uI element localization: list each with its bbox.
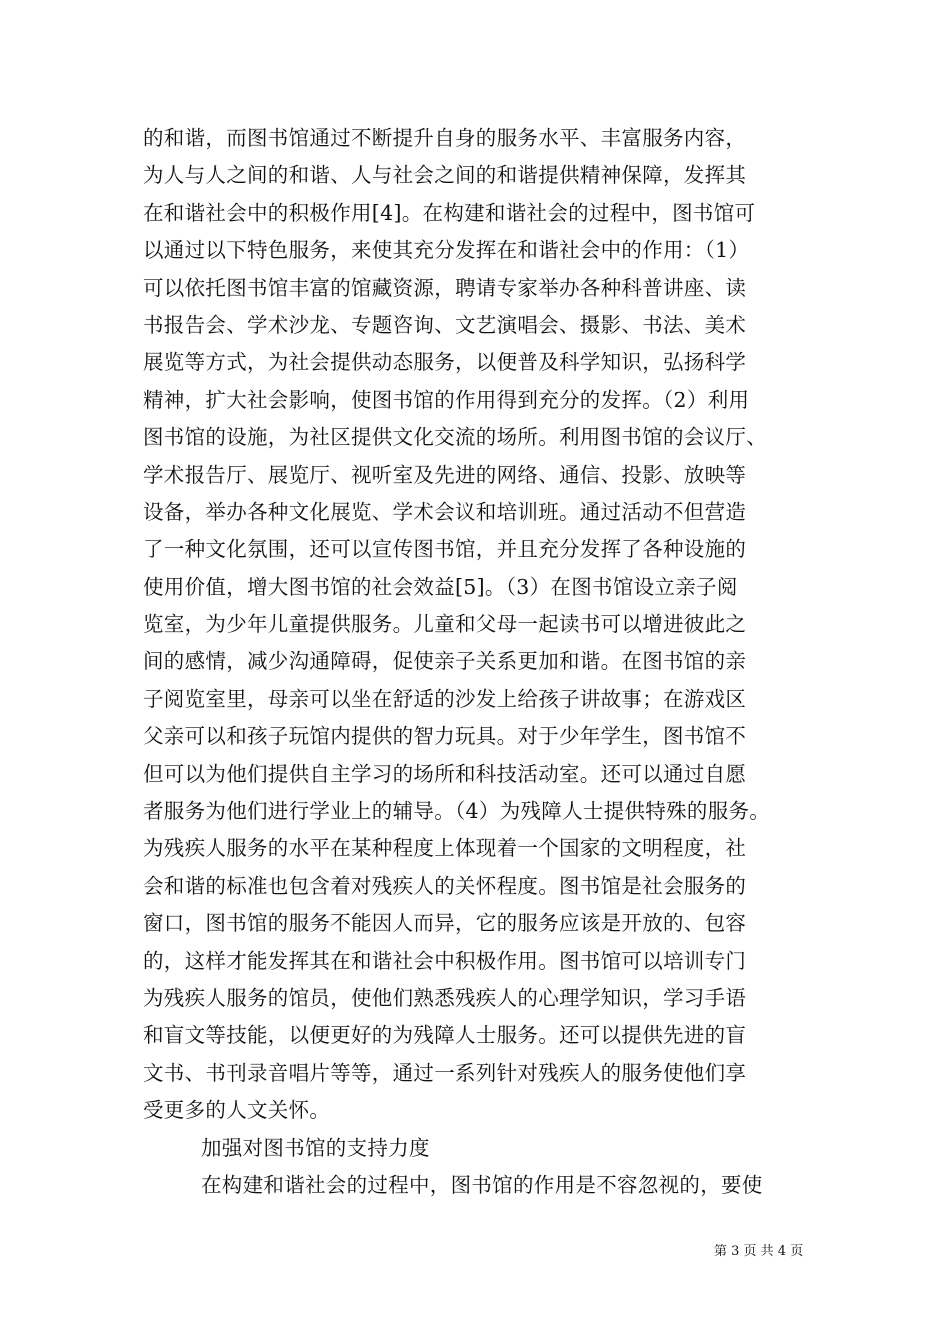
paragraph-line: 图书馆的设施，为社区提供文化交流的场所。利用图书馆的会议厅、	[143, 425, 767, 450]
paragraph-line: 在和谐社会中的积极作用[4]。在构建和谐社会的过程中，图书馆可	[143, 200, 756, 225]
next-paragraph-line: 在构建和谐社会的过程中，图书馆的作用是不容忽视的，要使	[201, 1172, 763, 1197]
paragraph-line: 以通过以下特色服务，来使其充分发挥在和谐社会中的作用：（1）	[143, 238, 750, 263]
section-heading: 加强对图书馆的支持力度	[201, 1135, 430, 1160]
paragraph-line: 父亲可以和孩子玩馆内提供的智力玩具。对于少年学生，图书馆不	[143, 724, 747, 749]
paragraph-line: 可以依托图书馆丰富的馆藏资源，聘请专家举办各种科普讲座、读	[143, 275, 747, 300]
paragraph-line: 但可以为他们提供自主学习的场所和科技活动室。还可以通过自愿	[143, 761, 747, 786]
paragraph-line: 子阅览室里，母亲可以坐在舒适的沙发上给孩子讲故事；在游戏区	[143, 686, 747, 711]
paragraph-line: 的，这样才能发挥其在和谐社会中积极作用。图书馆可以培训专门	[143, 948, 747, 973]
paragraph-line: 书报告会、学术沙龙、专题咨询、文艺演唱会、摄影、书法、美术	[143, 312, 747, 337]
paragraph-line: 为残疾人服务的馆员，使他们熟悉残疾人的心理学知识，学习手语	[143, 985, 747, 1010]
paragraph-line: 精神，扩大社会影响，使图书馆的作用得到充分的发挥。（2）利用	[143, 387, 750, 412]
page-number-footer: 第 3 页 共 4 页	[714, 1244, 804, 1259]
paragraph-line: 了一种文化氛围，还可以宣传图书馆，并且充分发挥了各种设施的	[143, 537, 747, 562]
paragraph-line: 为人与人之间的和谐、人与社会之间的和谐提供精神保障，发挥其	[143, 163, 747, 188]
paragraph-line: 文书、书刊录音唱片等等，通过一系列针对残疾人的服务使他们享	[143, 1060, 747, 1085]
paragraph-line: 受更多的人文关怀。	[143, 1098, 331, 1123]
paragraph-line: 窗口，图书馆的服务不能因人而异，它的服务应该是开放的、包容	[143, 911, 747, 936]
body-text	[143, 120, 823, 1204]
paragraph-line: 间的感情，减少沟通障碍，促使亲子关系更加和谐。在图书馆的亲	[143, 649, 747, 674]
paragraph-line: 和盲文等技能，以便更好的为残障人士服务。还可以提供先进的盲	[143, 1023, 747, 1048]
paragraph-line: 为残疾人服务的水平在某种程度上体现着一个国家的文明程度，社	[143, 836, 747, 861]
paragraph-line: 会和谐的标准也包含着对残疾人的关怀程度。图书馆是社会服务的	[143, 873, 747, 898]
paragraph-line: 者服务为他们进行学业上的辅导。（4）为残障人士提供特殊的服务。	[143, 799, 771, 824]
paragraph-line: 的和谐，而图书馆通过不断提升自身的服务水平、丰富服务内容，	[143, 126, 747, 150]
paragraph-line: 展览等方式，为社会提供动态服务，以便普及科学知识，弘扬科学	[143, 350, 747, 375]
paragraph-line: 览室，为少年儿童提供服务。儿童和父母一起读书可以增进彼此之	[143, 612, 747, 637]
paragraph-line: 设备，举办各种文化展览、学术会议和培训班。通过活动不但营造	[143, 499, 747, 524]
paragraph-line: 学术报告厅、展览厅、视听室及先进的网络、通信、投影、放映等	[143, 462, 747, 487]
paragraph-line: 使用价值，增大图书馆的社会效益[5]。（3）在图书馆设立亲子阅	[143, 574, 738, 599]
